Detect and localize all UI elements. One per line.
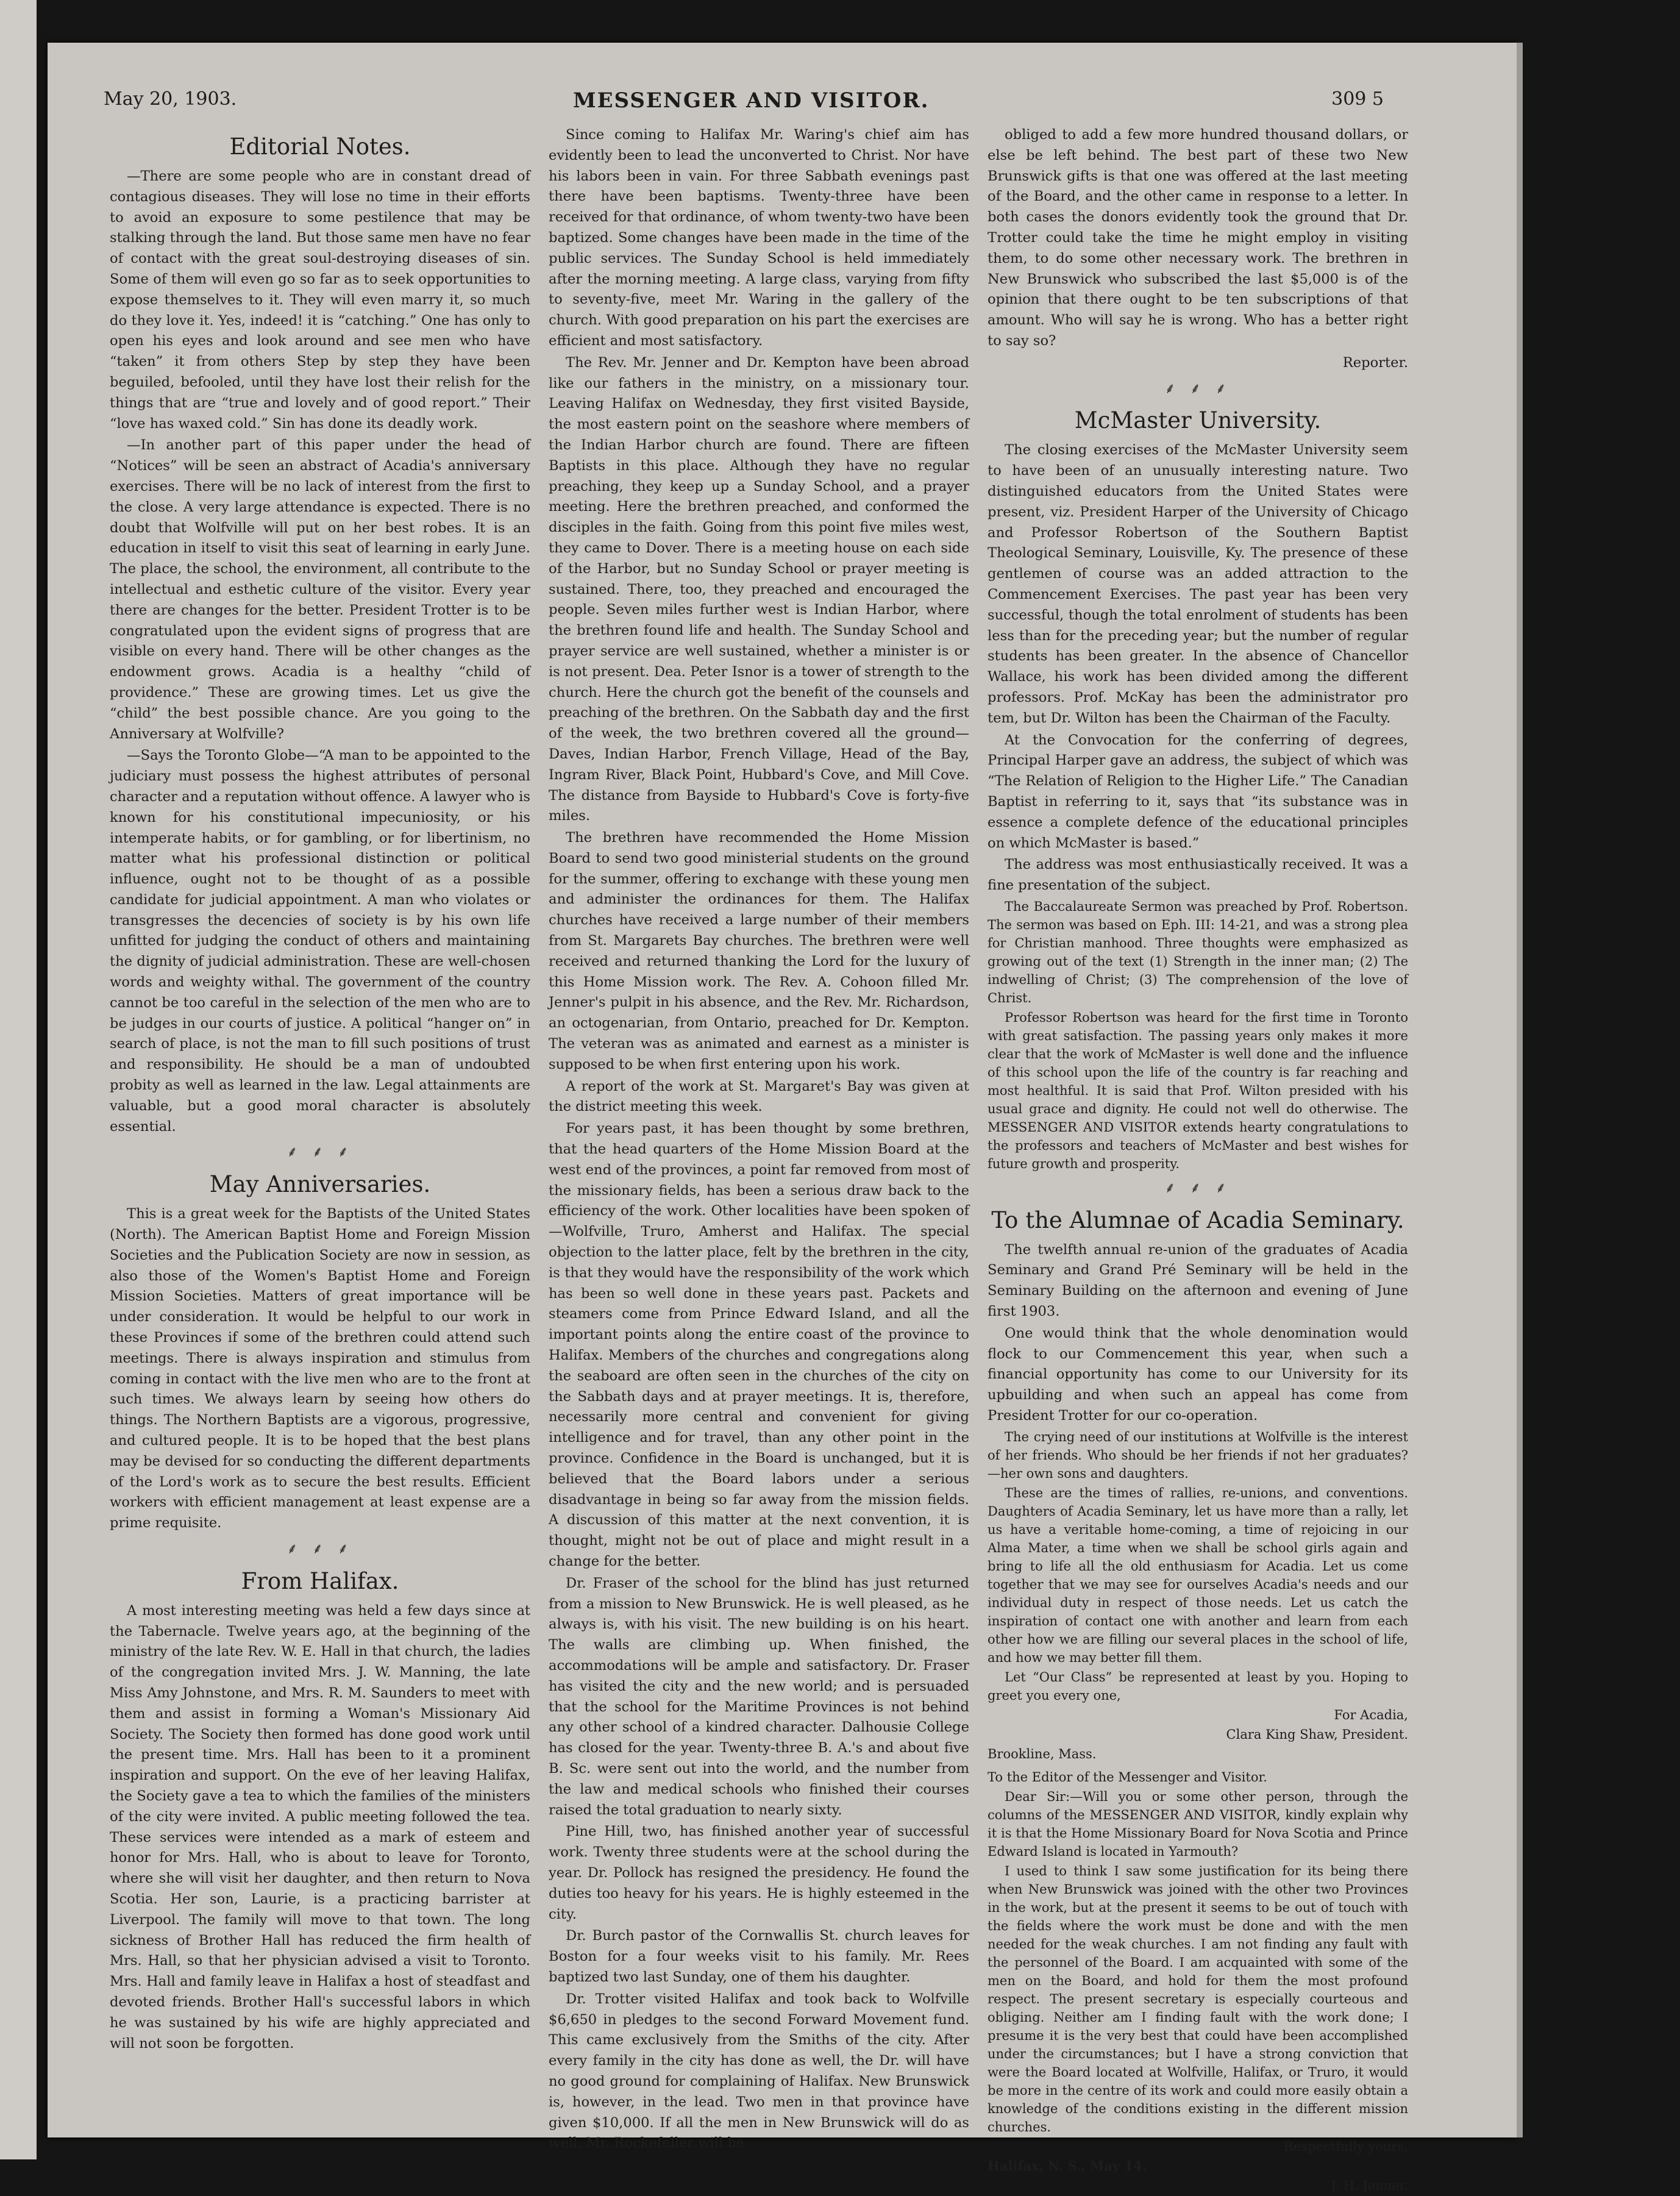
article-paragraph: Dr. Fraser of the school for the blind has just returned from a mission to New Brunswick. He is well pleased, as he always is, with his visit. The new building is on his heart. The walls are climbing up. When finished, the accommodations will be ample and satisfactory. Dr. Fraser has visited the city and the new world; and is persuaded that the school for the Maritime Provinces is not behind any other school of a kindred character. Dalhousie College has closed for the year. Twenty-three B. A.'s and about five B. Sc. were sent out into the world, and the number from the law and medical schools who finished their courses raised the total graduation to nearly sixty. <box>549 1575 969 1818</box>
letter-closing: For Acadia, <box>1334 1707 1408 1722</box>
signature: Clara King Shaw, President. <box>1226 1727 1408 1742</box>
article-paragraph: Professor Robertson was heard for the first time in Toronto with great satisfaction. The passing years only makes it more clear that the work of McMaster is well done and the influence of this school upon the life of the country is far reaching and most healthful. It is said that Prof. Wilton presided with his usual grace and dignity. He could not well do otherwise. The MESSENGER AND VISITOR extends hearty congratulations to the professors and teachers of McMaster and best wishes for future growth and prosperity. <box>988 1010 1408 1171</box>
signature: J. H. Jenner. <box>1331 2178 1408 2193</box>
article-paragraph: The closing exercises of the McMaster University seem to have been of an unusually interesting nature. Two distinguished educators from the United States were present, viz. President Harper of the University of Chicago and Professor Robertson of the Southern Baptist Theological Seminary, Louisville, Ky. The presence of these gentlemen of course was an added attraction to the Commencement Exercises. The past year has been very successful, though the total enrolment of students has been less than for the preceding year; but the number of regular students has been greater. In the absence of Chancellor Wallace, his work has been divided among the different professors. Prof. McKay has been the administrator pro tem, but Dr. Wilton has been the Chairman of the Faculty. <box>988 442 1408 726</box>
article-paragraph: Pine Hill, two, has finished another year of successful work. Twenty three students were at the school during the year. Dr. Pollock has resigned the presidency. He found the duties too heavy for his years. He is highly esteemed in the city. <box>549 1823 969 1922</box>
page-number: 309 5 <box>1331 88 1384 110</box>
column-1 <box>110 125 530 2055</box>
editorial-paragraph: —There are some people who are in constant dread of contagious diseases. They will lose no time in their efforts to avoid an exposure to some pestilence that may be stalking through the land. But those same men have no fear of contact with the great soul-destroying diseases of sin. Some of them will even go so far as to seek opportunities to expose themselves to it. They will even marry it, so much do they love it. Yes, indeed! it is “catching.” One has only to open his eyes and look around and see men who have “taken” it from others Step by step they have been beguiled, befooled, until they have lost their relish for the things that are “true and lovely and of good report.” Their “love has waxed cold.” Sin has done its deadly work. <box>110 168 530 432</box>
article-paragraph: These are the times of rallies, re-unions, and conventions. Daughters of Acadia Seminary, let us have more than a rally, let us have a veritable home-coming, a time of rejoicing in our Alma Mater, a time when we shall be school girls again and bring to life all the old enthusiasm for Acadia. Let us come together that we may see for ourselves Acadia's needs and our individual duty in respect of those needs. Let us catch the inspiration of contact one with another and learn from each other how we are filling our several places in the school of life, and how we may better fill them. <box>988 1485 1408 1665</box>
article-paragraph: Dr. Trotter visited Halifax and took back to Wolfville $6,650 in pledges to the second Forward Movement fund. This came exclusively from the Smiths of the city. After every family in the city has done as well, the Dr. will have no good ground for complaining of Halifax. New Brunswick is, however, in the lead. Two men in that province have given $10,000. If all the men in New Brunswick will do as well, Mr. Rockefeller will be <box>549 1991 969 2151</box>
editorial-notes-heading: Editorial Notes. <box>229 134 411 160</box>
article-paragraph: At the Convocation for the conferring of degrees, Principal Harper gave an address, the subject of which was “The Relation of Religion to the Higher Life.” The Canadian Baptist in referring to it, says that “its substance was in essence a complete defence of the educational principles on which McMaster is based.” <box>988 732 1408 851</box>
letter-closing: Respectfully yours, <box>1284 2139 1408 2154</box>
alumnae-heading: To the Alumnae of Acadia Seminary. <box>991 1207 1404 1233</box>
masthead <box>104 88 1384 125</box>
article-paragraph: This is a great week for the Baptists of the United States (North). The American Baptist Home and Foreign Mission Societies and the Publication Society are now in session, as also those of the Women's Baptist Home and Foreign Mission Societies. Matters of great importance will be under consideration. It would be helpful to our work in these Provinces if some of the brethren could attend such meetings. There is always inspiration and stimulus from coming in contact with the live men who are to the front at such times. We always learn by seeing how others do things. The Northern Baptists are a vigorous, progressive, and cultured people. It is to be hoped that the best plans may be devised for so conducting the different departments of the Lord's work as to secure the best results. Efficient workers with efficient management at least expense are a prime requisite. <box>110 1206 530 1531</box>
column-3 <box>988 125 1408 2196</box>
article-paragraph: For years past, it has been thought by some brethren, that the head quarters of the Home Mission Board at the west end of the provinces, a point far removed from most of the missionary fields, has been a serious draw back to the efficiency of the work. Other localities have been spoken of—Wolfville, Truro, Amherst and Halifax. The special objection to the latter place, felt by the brethren in the city, is that they would have the responsibility of the work which has been so well done in these years past. Packets and steamers come from Prince Edward Island, and all the important points along the entire coast of the province to Halifax. Members of the churches and congregations along the seaboard are often seen in the churches of the city on the Sabbath days and at prayer meetings. It is, therefore, necessarily more central and convenient for giving intelligence and for travel, than any other point in the province. Confidence in the Board is unchanged, but it is believed that the Board labors under a serious disadvantage in being so far away from the mission fields. A discussion of this matter at the next convention, it is thought, might not be out of place and might result in a change for the better. <box>549 1121 969 1569</box>
article-paragraph: One would think that the whole denomination would flock to our Commencement this year, when such a financial opportunity has come to our University for its upbuilding and when such an appeal has come from President Trotter for our co-operation. <box>988 1325 1408 1424</box>
section-ornament: ⸙ ⸙ ⸙ <box>1164 379 1231 397</box>
from-halifax-heading: From Halifax. <box>241 1567 399 1594</box>
article-paragraph: obliged to add a few more hundred thousand dollars, or else be left behind. The best part of these two New Brunswick gifts is that one was offered at the last meeting of the Board, and the other came in response to a letter. In both cases the donors evidently took the ground that Dr. Trotter could take the time he might employ in visiting them, to do some other necessary work. The brethren in New Brunswick who subscribed the last $5,000 is of the opinion that there ought to be ten subscriptions of that amount. Who will say he is wrong. Who has a better right to say so? <box>988 127 1408 349</box>
article-paragraph: The brethren have recommended the Home Mission Board to send two good ministerial students on the ground for the summer, offering to exchange with these young men and administer the ordinances for them. The Halifax churches have received a large number of their members from St. Margarets Bay churches. The brethren were well received and returned thanking the Lord for the luxury of this Home Mission work. The Rev. A. Cohoon filled Mr. Jenner's pulpit in his absence, and the Rev. Mr. Richardson, an octogenarian, from Ontario, preached for Dr. Kempton. The veteran was as animated and earnest as a minister is supposed to be when first entering upon his work. <box>549 830 969 1072</box>
article-paragraph: The twelfth annual re-union of the graduates of Acadia Seminary and Grand Pré Seminary will be held in the Seminary Building on the afternoon and evening of June first 1903. <box>988 1241 1408 1320</box>
editorial-paragraph: —In another part of this paper under the head of “Notices” will be seen an abstract of Acadia's anniversary exercises. There will be no lack of interest from the first to the close. A very large attendance is expected. There is no doubt that Wolfville will put on her best robes. It is an education in itself to visit this seat of learning in early June. The place, the school, the environment, all contribute to the intellectual and esthetic culture of the visitor. Every year there are changes for the better. President Trotter is to be congratulated upon the evident signs of progress that are visible on every hand. There will be other changes as the endowment grows. Acadia is a healthy “child of providence.” These are growing times. Let us give the “child” the best possible chance. Are you going to the Anniversary at Wolfville? <box>110 437 530 742</box>
may-anniversaries-heading: May Anniversaries. <box>209 1171 431 1198</box>
adjacent-page-edge <box>0 0 37 2159</box>
letter-paragraph: I used to think I saw some justification for its being there when New Brunswick was joined with the other two Provinces in the work, but at the present it seems to be out of touch with the fields where the work must be done and with the men needed for the weak churches. I am not finding any fault with the personnel of the Board. I am acquainted with some of the men on the Board, and hold for them the most profound respect. The present secretary is especially courteous and obliging. Neither am I finding fault with the work done; I presume it is the very best that could have been accomplished under the circumstances; but I have a strong conviction that were the Board located at Wolfville, Halifax, or Truro, it would be more in the centre of its work and could more easily obtain a knowledge of the conditions existing in the different mission churches. <box>988 1863 1408 2134</box>
article-paragraph: A most interesting meeting was held a few days since at the Tabernacle. Twelve years ago, at the beginning of the ministry of the late Rev. W. E. Hall in that church, the ladies of the congregation invited Mrs. J. W. Manning, the late Miss Amy Johnstone, and Mrs. R. M. Saunders to meet with them and assist in forming a Woman's Missionary Aid Society. The Society then formed has done good work until the present time. Mrs. Hall has been to it a prominent inspiration and support. On the eve of her leaving Halifax, the Society gave a tea to which the families of the ministers of the city were invited. A public meeting followed the tea. These services were intended as a mark of esteem and honor for Mrs. Hall, who is about to leave for Toronto, where she will visit her daughter, and then return to Nova Scotia. Her son, Laurie, is a practicing barrister at Liverpool. The family will move to that town. The long sickness of Brother Hall has reduced the firm health of Mrs. Hall, so that her physician advised a visit to Toronto. Mrs. Hall and family leave in Halifax a host of steadfast and devoted friends. Brother Hall's successful labors in which he was sustained by his wife are highly appreciated and will not soon be forgotten. <box>110 1602 530 2052</box>
section-ornament: ⸙ ⸙ ⸙ <box>287 1143 354 1161</box>
article-paragraph: A report of the work at St. Margaret's Bay was given at the district meeting this week. <box>549 1078 969 1115</box>
dateline: Halifax, N. S., May 14. <box>988 2158 1147 2173</box>
letter-salutation: To the Editor of the Messenger and Visitor. <box>988 1769 1267 1784</box>
article-paragraph: The crying need of our institutions at Wolfville is the interest of her friends. Who should be her friends if not her graduates?—her own sons and daughters. <box>988 1429 1408 1481</box>
page-edge-shadow <box>1517 43 1523 2137</box>
mcmaster-heading: McMaster University. <box>1074 407 1322 434</box>
byline-reporter: Reporter. <box>1342 354 1408 371</box>
article-paragraph: Since coming to Halifax Mr. Waring's chief aim has evidently been to lead the unconverted to Christ. Nor have his labors been in vain. For three Sabbath evenings past there have been baptisms. Twenty-three have been received for that ordinance, of whom twenty-two have been baptized. Some changes have been made in the time of the public services. The Sunday School is held immediately after the morning meeting. A large class, varying from fifty to seventy-five, meet Mr. Waring in the gallery of the church. With good preparation on his part the exercises are efficient and most satisfactory. <box>549 127 969 349</box>
article-paragraph: The Rev. Mr. Jenner and Dr. Kempton have been abroad like our fathers in the ministry, on a missionary tour. Leaving Halifax on Wednesday, they first visited Bayside, the most eastern point on the seashore where members of the Indian Harbor church are found. There are fifteen Baptists in this place. Although they have no regular preaching, they keep up a Sunday School, and a prayer meeting. Here the brethren preached, and conformed the disciples in the faith. Going from this point five miles west, they came to Dover. There is a meeting house on each side of the Harbor, but no Sunday School or prayer meeting is sustained. There, too, they preached and encouraged the people. Seven miles further west is Indian Harbor, where the brethren found life and health. The Sunday School and prayer service are well sustained, whether a minister is or is not present. Dea. Peter Isnor is a tower of strength to the church. Here the church got the benefit of the counsels and preaching of the brethren. On the Sabbath day and the first of the week, the two brethren covered all the ground—Daves, Indian Harbor, French Village, Head of the Bay, Ingram River, Black Point, Hubbard's Cove, and Mill Cove. The distance from Bayside to Hubbard's Cove is forty-five miles. <box>549 354 969 824</box>
article-paragraph: Let “Our Class” be represented at least by you. Hoping to greet you every one, <box>988 1669 1408 1703</box>
section-ornament: ⸙ ⸙ ⸙ <box>287 1540 354 1557</box>
article-paragraph: The address was most enthusiastically received. It was a fine presentation of the subject. <box>988 857 1408 894</box>
letter-paragraph: Dear Sir:—Will you or some other person, through the columns of the MESSENGER AND VISITOR, kindly explain why it is that the Home Missionary Board for Nova Scotia and Prince Edward Island is located in Yarmouth? <box>988 1789 1408 1859</box>
column-2 <box>549 125 969 2155</box>
newspaper-title: MESSENGER AND VISITOR. <box>573 88 930 113</box>
dateline: Brookline, Mass. <box>988 1746 1097 1761</box>
issue-date: May 20, 1903. <box>104 88 237 110</box>
editorial-paragraph: —Says the Toronto Globe—“A man to be appointed to the judiciary must possess the highest attributes of personal character and a reputation without offence. A lawyer who is known for his constitutional impecuniosity, or his intemperate habits, or for gambling, or for libertinism, no matter what his professional distinction or political influence, ought not to be thought of as a possible candidate for judicial appointment. A man who violates or transgresses the decencies of society is by his own life unfitted for judging the conduct of others and maintaining the dignity of judicial administration. These are well-chosen words and weighty withal. The government of the country cannot be too careful in the selection of the men who are to be judges in our courts of justice. A political “hanger on” in search of place, is not the man to fill such positions of trust and responsibility. He should be a man of undoubted probity as well as learned in the law. Legal attainments are valuable, but a good moral character is absolutely essential. <box>110 747 530 1135</box>
article-paragraph: Dr. Burch pastor of the Cornwallis St. church leaves for Boston for a four weeks visit to his family. Mr. Rees baptized two last Sunday, one of them his daughter. <box>549 1928 969 1985</box>
article-paragraph: The Baccalaureate Sermon was preached by Prof. Robertson. The sermon was based on Eph. III: 14-21, and was a strong plea for Christian manhood. Three thoughts were emphasized as growing out of the text (1) Strength in the inner man; (2) The indwelling of Christ; (3) The comprehension of the love of Christ. <box>988 899 1408 1005</box>
section-ornament: ⸙ ⸙ ⸙ <box>1164 1178 1231 1196</box>
